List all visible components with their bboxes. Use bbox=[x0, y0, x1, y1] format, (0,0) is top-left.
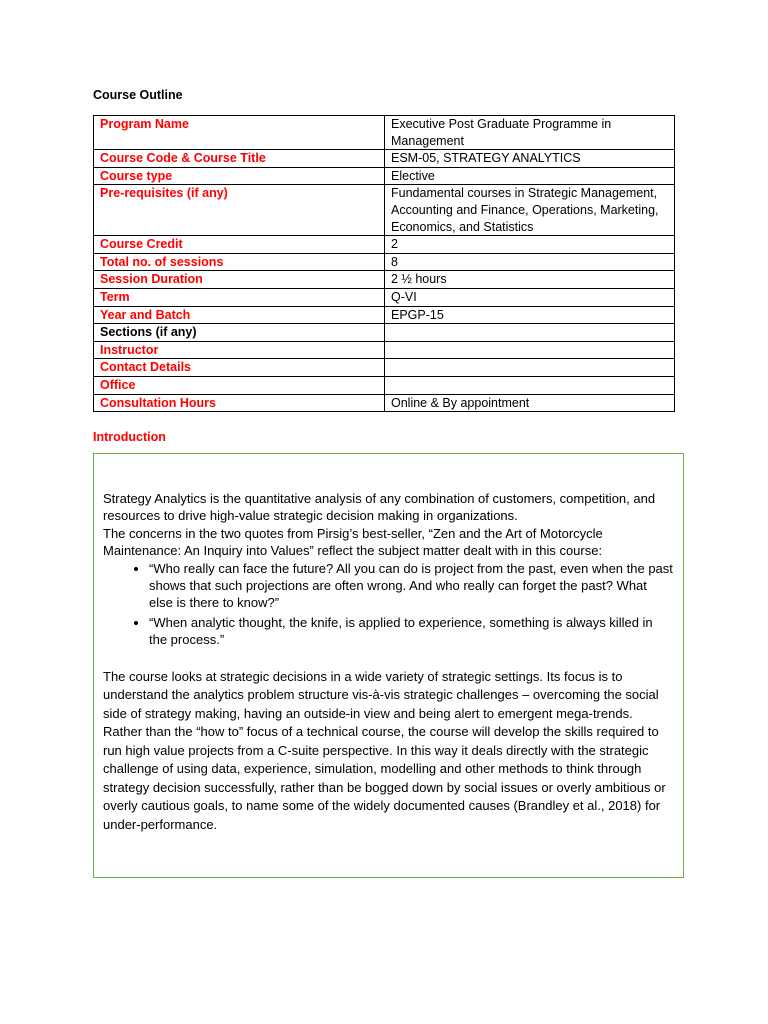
row-value bbox=[385, 359, 675, 377]
table-row bbox=[94, 116, 675, 150]
table-row bbox=[94, 167, 675, 185]
table-row bbox=[94, 324, 675, 342]
row-label: Contact Details bbox=[94, 359, 385, 377]
table-row bbox=[94, 341, 675, 359]
table-row bbox=[94, 150, 675, 168]
paragraph-spacer bbox=[103, 649, 673, 668]
table-row bbox=[94, 394, 675, 412]
table-row bbox=[94, 236, 675, 254]
row-label: Course type bbox=[94, 167, 385, 185]
row-value: 2 ½ hours bbox=[385, 271, 675, 289]
quote-list bbox=[103, 560, 673, 649]
row-value bbox=[385, 376, 675, 394]
introduction-heading: Introduction bbox=[93, 430, 166, 444]
row-label: Instructor bbox=[94, 341, 385, 359]
row-value: EPGP-15 bbox=[385, 306, 675, 324]
row-value: Elective bbox=[385, 167, 675, 185]
table-row bbox=[94, 271, 675, 289]
quote-item: • “When analytic thought, the knife, is applied to experience, something is always killed in the process.” bbox=[149, 614, 673, 649]
table-row bbox=[94, 306, 675, 324]
row-value: Online & By appointment bbox=[385, 394, 675, 412]
quote-item: • “Who really can face the future? All you can do is project from the past, even when the past shows that such projections are often wrong. And who really can forget the past? What else is there to know?” bbox=[149, 560, 673, 612]
table-row bbox=[94, 376, 675, 394]
row-label: Pre-requisites (if any) bbox=[94, 185, 385, 236]
row-label: Course Credit bbox=[94, 236, 385, 254]
row-value: 8 bbox=[385, 253, 675, 271]
row-label: Course Code & Course Title bbox=[94, 150, 385, 168]
row-value: Q-VI bbox=[385, 288, 675, 306]
table-row bbox=[94, 185, 675, 236]
intro-paragraph: The concerns in the two quotes from Pirsig’s best-seller, “Zen and the Art of Motorcycle Maintenance: An Inquiry into Values” reflect the subject matter dealt with in this course: bbox=[103, 525, 603, 559]
introduction-box bbox=[93, 453, 684, 878]
row-value bbox=[385, 324, 675, 342]
row-value: Executive Post Graduate Programme in Management bbox=[385, 116, 675, 150]
row-label: Total no. of sessions bbox=[94, 253, 385, 271]
page-title: Course Outline bbox=[93, 88, 183, 102]
intro-paragraph: The course looks at strategic decisions in a wide variety of strategic settings. Its focus is to understand the analytics problem structure vis-à-vis strategic challenges – overcoming the social side of strategy making, having an outside-in view and being alert to emergent mega-trends. Rather than the “how to” focus of a technical course, the course will develop the skills required to run high value projects from a C-suite perspective. In this way it deals directly with the strategic challenge of using data, experience, simulation, modelling and other methods to think through strategy decision successfully, rather than be bogged down by social issues or overly ambitious or overly cautious goals, to name some of the widely documented causes (Brandley et al., 2018) for under-performance. bbox=[103, 668, 666, 832]
table-row bbox=[94, 359, 675, 377]
table-row bbox=[94, 253, 675, 271]
row-value: ESM-05, STRATEGY ANALYTICS bbox=[385, 150, 675, 168]
row-label: Program Name bbox=[94, 116, 385, 150]
row-label: Office bbox=[94, 376, 385, 394]
table-row bbox=[94, 288, 675, 306]
row-label: Term bbox=[94, 288, 385, 306]
row-label: Year and Batch bbox=[94, 306, 385, 324]
row-label: Session Duration bbox=[94, 271, 385, 289]
row-value: 2 bbox=[385, 236, 675, 254]
row-label: Consultation Hours bbox=[94, 394, 385, 412]
row-value bbox=[385, 341, 675, 359]
row-label: Sections (if any) bbox=[94, 324, 385, 342]
course-outline-table bbox=[93, 115, 675, 412]
intro-paragraph: Strategy Analytics is the quantitative analysis of any combination of customers, competition, and resources to drive high-value strategic decision making in organizations. bbox=[103, 491, 656, 524]
row-value: Fundamental courses in Strategic Management, Accounting and Finance, Operations, Marketing, Economics, and Statistics bbox=[385, 185, 675, 236]
